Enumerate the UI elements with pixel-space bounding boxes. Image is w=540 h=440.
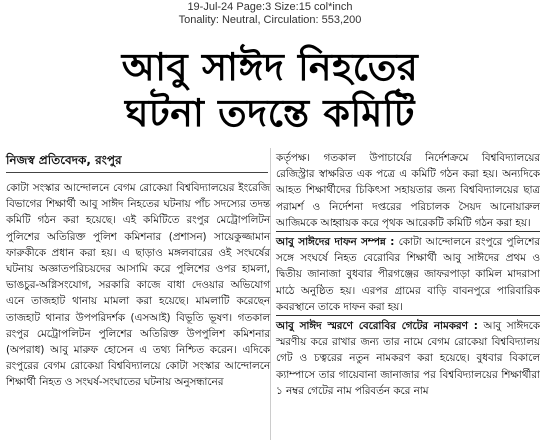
article-column-right xyxy=(276,150,540,399)
article-section xyxy=(276,231,540,315)
article-paragraph: কোটা আন্দোলনে রংপুরে পুলিশের সঙ্গে সংঘর্ষে নিহত বেরোবির শিক্ষার্থী আবু সাঈদের প্রথম ও দ্বিতীয় জানাজা বুধবার পীরগঞ্জের জাফরপাড়া কামিল মাদরাসা মাঠে অনুষ্ঠিত হয়। এরপর গ্রামের বাড়ি বাবনপুরে পারিবারিক কবরস্থানে তাকে দাফন করা হয়। xyxy=(276,236,540,313)
section-subhead-burial: আবু সাঈদের দাফন সম্পন্ন : xyxy=(276,236,395,249)
article-paragraph: আবু সাঈদকে স্মরণীয় করে রাখার জন্য তার নামে বেগম রোকেয়া বিশ্ববিদ্যালয় গেট ও চত্বরের নতুন নামকরণ করা হয়েছে। বুধবার বিকালে ক্যাম্পাসে তার গায়েবানা জানাজার পর বিশ্ববিদ্যালয়ের শিক্ষার্থীরা ১ নম্বর গেটের নাম পরিবর্তন করে নাম xyxy=(276,320,540,397)
column-divider xyxy=(270,148,271,440)
article-paragraph: কর্তৃপক্ষ। গতকাল উপাচার্যের নির্দেশক্রমে বিশ্ববিদ্যালয়ের রেজিস্ট্রার স্বাক্ষরিত এক পত্রে এ কমিটি গঠন করা হয়। অন্যদিকে আহত শিক্ষার্থীদের চিকিৎসা সহায়তার জন্য বিশ্ববিদ্যালয়ের ছাত্র পরামর্শ ও নির্দেশনা দপ্তরের পরিচালক সৈয়দ আনোয়ারুল আজিমকে আহ্বায়ক করে পৃথক আরেকটি কমিটি গঠন করা হয়। xyxy=(276,152,540,229)
byline: নিজস্ব প্রতিবেদক, রংপুর xyxy=(6,152,268,173)
headline-line-1: আবু সাঈদ নিহতের xyxy=(121,45,419,89)
section-subhead-gate-naming: আবু সাঈদ স্মরণে বেরোবির গেটের নামকরণ : xyxy=(276,320,478,333)
clipping-metadata-line-2: Tonality: Neutral, Circulation: 553,200 xyxy=(178,14,362,26)
clipping-metadata-line-1: 19-Jul-24 Page:3 Size:15 col*inch xyxy=(187,1,353,13)
article-column-left xyxy=(6,180,270,391)
headline-line-2: ঘটনা তদন্তে কমিটি xyxy=(125,91,415,135)
article-paragraph: কোটা সংস্কার আন্দোলনে বেগম রোকেয়া বিশ্ববিদ্যালয়ের ইংরেজি বিভাগের শিক্ষার্থী আবু সাঈদ নিহতের ঘটনায় পাঁচ সদস্যের তদন্ত কমিটি গঠন করা হয়েছে। এই কমিটিতে রংপুর মেট্রোপলিটন পুলিশের অতিরিক্ত পুলিশ কমিশনার (প্রশাসন) সায়েকুজ্জামান ফারুকীকে প্রধান করা হয়। এ ছাড়াও মঙ্গলবারের ওই সংঘর্ষের ঘটনায় অজ্ঞাতপরিচয়দের আসামি করে পুলিশের ওপর হামলা, ভাঙচুর-অগ্নিসংযোগ, সরকারি কাজে বাধা দেওয়ার অভিযোগ এনে তাজহাট থানায় মামলা করা হয়েছে। মামলাটি করেছেন তাজহাট থানার উপপরিদর্শক (এসআই) বিভূতি ভূষণ। গতকাল রংপুর মেট্রোপলিটন পুলিশের অতিরিক্ত উপপুলিশ কমিশনার (অপরাধ) আবু মারুফ হোসেন এ তথ্য নিশ্চিত করেন। এদিকে রংপুরের বেগম রোকেয়া বিশ্ববিদ্যালয়ে কোটা সংস্কার আন্দোলনে শিক্ষার্থী নিহত ও সংঘর্ষ-সংঘাতের ঘটনায় অনুসন্ধানের xyxy=(6,182,270,389)
article-section xyxy=(276,315,540,399)
